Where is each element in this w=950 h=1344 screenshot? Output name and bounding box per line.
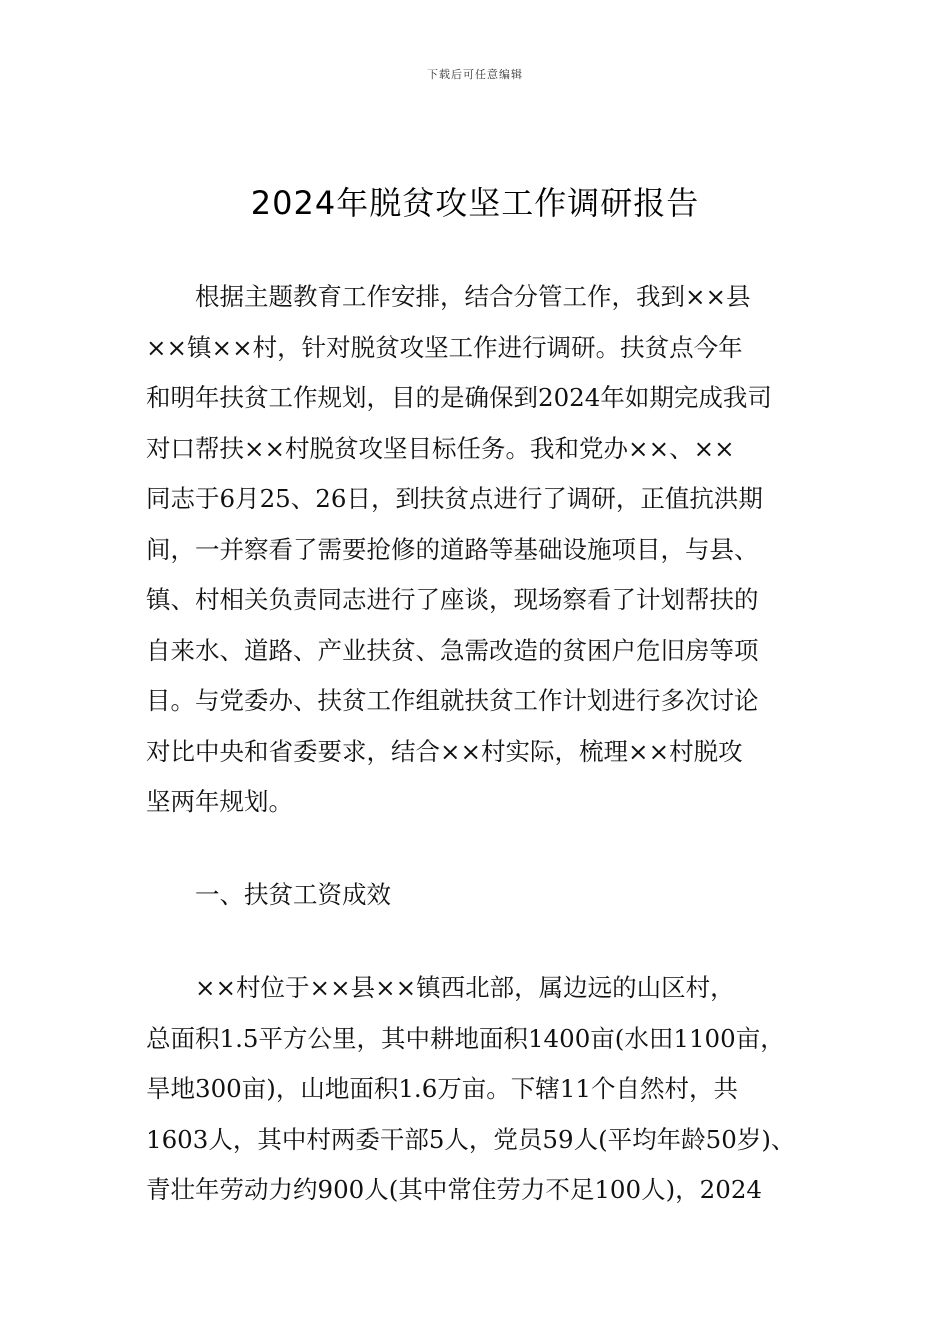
paragraph-line: 青壮年劳动力约900人(其中常住劳力不足100人)，2024 xyxy=(146,1175,762,1204)
paragraph-line: 自来水、道路、产业扶贫、急需改造的贫困户危旧房等项 xyxy=(146,635,759,665)
paragraph-line: 旱地300亩)，山地面积1.6万亩。下辖11个自然村，共 xyxy=(146,1074,738,1103)
section-heading xyxy=(146,870,810,921)
paragraph-line: 根据主题教育工作安排，结合分管工作，我到××县 xyxy=(195,282,751,311)
paragraph-intro xyxy=(146,272,810,828)
paragraph-line: 间，一并察看了需要抢修的道路等基础设施项目，与县、 xyxy=(146,534,759,564)
paragraph-line: 同志于6月25、26日，到扶贫点进行了调研，正值抗洪期 xyxy=(146,484,763,513)
paragraph-line: 1603人，其中村两委干部5人，党员59人(平均年龄50岁)、 xyxy=(146,1124,796,1154)
paragraph-village-profile xyxy=(146,963,810,1216)
paragraph-line: 和明年扶贫工作规划，目的是确保到2024年如期完成我司 xyxy=(146,383,772,412)
section-heading-text: 一、扶贫工资成效 xyxy=(195,880,391,909)
paragraph-line: 目。与党委办、扶贫工作组就扶贫工作计划进行多次讨论 xyxy=(146,686,759,715)
paragraph-line: 对比中央和省委要求，结合××村实际，梳理××村脱攻 xyxy=(146,736,743,766)
paragraph-line: 坚两年规划。 xyxy=(146,787,293,816)
paragraph-line: 总面积1.5平方公里，其中耕地面积1400亩(水田1100亩， xyxy=(146,1023,785,1053)
paragraph-line: 镇、村相关负责同志进行了座谈，现场察看了计划帮扶的 xyxy=(146,585,759,614)
paragraph-line: ××镇××村，针对脱贫攻坚工作进行调研。扶贫点今年 xyxy=(146,332,743,362)
paragraph-line: ××村位于××县××镇西北部，属边远的山区村， xyxy=(195,973,735,1002)
paragraph-line: 对口帮扶××村脱贫攻坚目标任务。我和党办××、×× xyxy=(146,433,735,463)
page-title: 2024年脱贫攻坚工作调研报告 xyxy=(250,184,700,222)
header-note: 下载后可任意编辑 xyxy=(427,68,523,81)
